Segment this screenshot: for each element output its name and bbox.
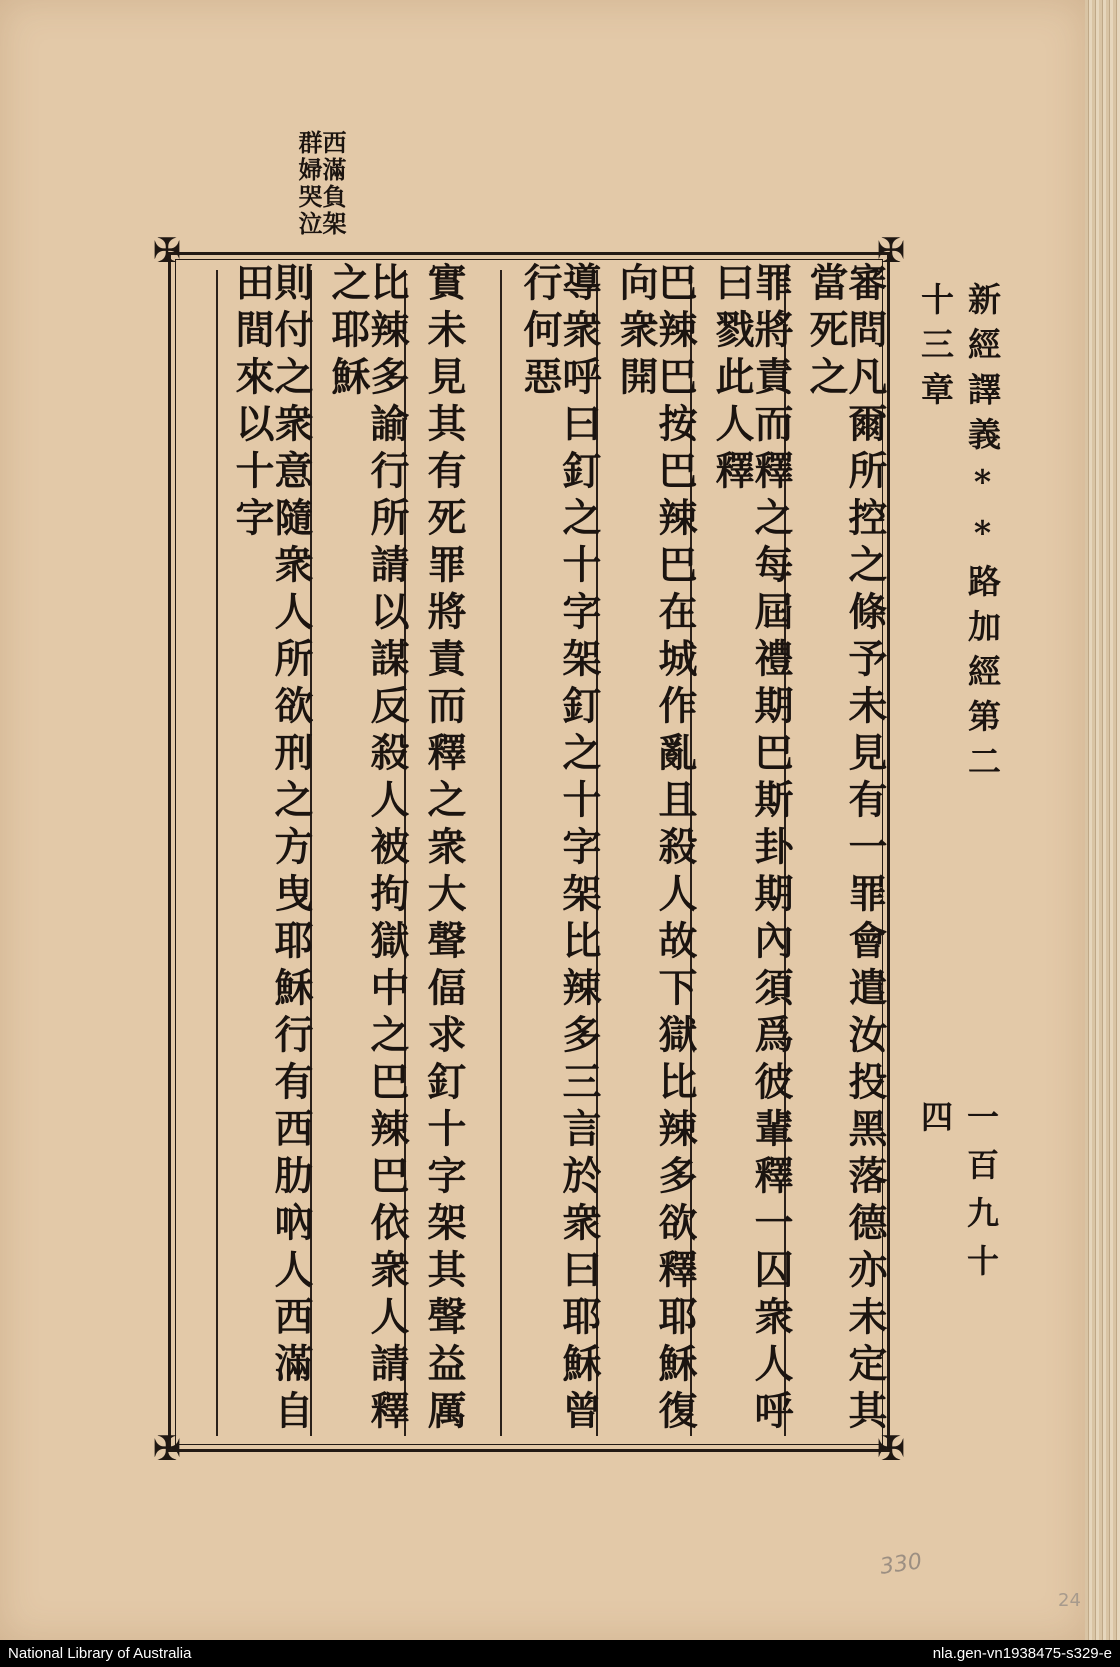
column-divider [500, 270, 502, 1436]
footer-identifier: nla.gen-vn1938475-s329-e [932, 1645, 1112, 1662]
marginal-gloss: 西滿負架群婦哭泣 [294, 130, 347, 238]
footer-bar [0, 1640, 1120, 1667]
text-column-3: 巴辣巴按巴辣巴在城作亂且殺人故下獄比辣多欲釋耶穌復向衆開 [613, 262, 698, 1437]
page-number: 一百九十四 [916, 1100, 1000, 1292]
pencil-annotation-edge: 24 [1058, 1590, 1081, 1611]
cross-ornament-icon: ✠ [876, 231, 906, 271]
cross-ornament-icon: ✠ [152, 1429, 182, 1469]
text-column-6: 比辣多諭行所請以謀反殺人被拘獄中之巴辣巴依衆人請釋之耶穌 [325, 262, 410, 1437]
footer-source: National Library of Australia [8, 1645, 192, 1662]
chapter-header: 新經譯義**路加經第二十三章 [916, 282, 1002, 789]
pencil-annotation: 330 [878, 1549, 924, 1580]
text-column-2: 罪將責而釋之每屆禮期巴斯卦期內須爲彼輩釋一囚衆人呼曰戮此人釋 [709, 262, 794, 1437]
cross-ornament-icon: ✠ [152, 231, 182, 271]
text-column-7: 則付之衆意隨衆人所欲刑之方曳耶穌行有西肋吶人西滿自田間來以十字 [229, 262, 314, 1437]
column-divider [216, 270, 218, 1436]
page-edges [1085, 0, 1120, 1640]
text-column-1: 審問凡爾所控之條予未見有一罪會遣汝投黑落德亦未定其當死之 [803, 262, 888, 1437]
cross-ornament-icon: ✠ [876, 1429, 906, 1469]
text-column-5: 實未見其有死罪將責而釋之衆大聲偪求釘十字架其聲益厲 [421, 262, 467, 1437]
text-column-4: 導衆呼曰釘之十字架釘之十字架比辣多三言於衆曰耶穌曾行何惡 [517, 262, 602, 1437]
